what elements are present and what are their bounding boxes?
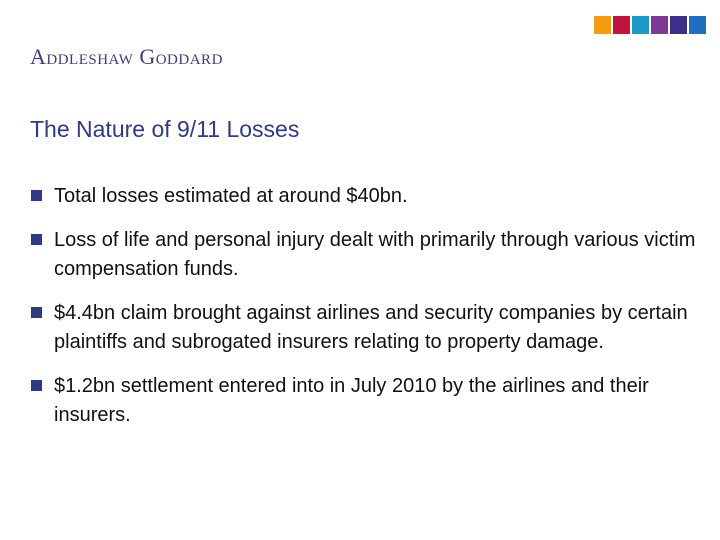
bullet-list — [30, 182, 710, 445]
square-bullet-icon — [31, 190, 42, 201]
company-logo: Addleshaw Goddard — [30, 44, 223, 69]
bullet-text: Total losses estimated at around $40bn. — [54, 185, 408, 207]
bullet-item — [30, 182, 710, 211]
brand-square-indigo — [670, 16, 687, 34]
brand-square-orange — [594, 16, 611, 34]
brand-square-red — [613, 16, 630, 34]
square-bullet-icon — [31, 307, 42, 318]
bullet-item — [30, 226, 710, 284]
bullet-text: Loss of life and personal injury dealt with primarily through various victim compensation funds. — [54, 229, 696, 280]
square-bullet-icon — [31, 380, 42, 391]
brand-color-strip — [594, 16, 706, 34]
square-bullet-icon — [31, 234, 42, 245]
brand-square-blue — [689, 16, 706, 34]
brand-square-purple — [651, 16, 668, 34]
bullet-item — [30, 299, 710, 357]
bullet-text: $4.4bn claim brought against airlines and security companies by certain plaintiffs and subrogated insurers relating to property damage. — [54, 302, 688, 353]
bullet-text: $1.2bn settlement entered into in July 2010 by the airlines and their insurers. — [54, 375, 649, 426]
brand-square-teal — [632, 16, 649, 34]
slide-title: The Nature of 9/11 Losses — [30, 116, 300, 142]
bullet-item — [30, 372, 710, 430]
